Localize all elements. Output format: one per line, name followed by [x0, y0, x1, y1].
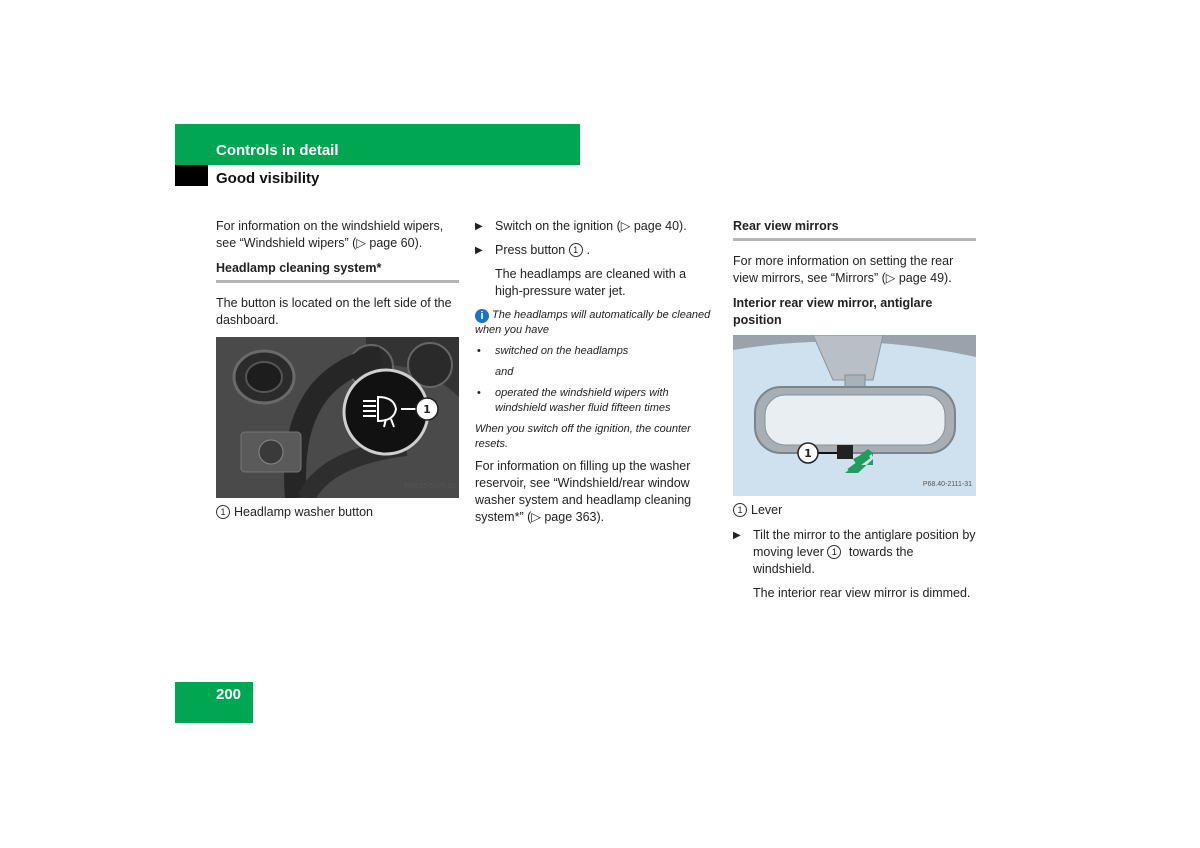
- subheading-antiglare: Interior rear view mirror, antiglare position: [733, 296, 933, 327]
- step-text: Switch on the ignition (▷ page 40).: [495, 219, 687, 233]
- info-icon: i: [475, 309, 489, 323]
- bullet-dot: •: [477, 387, 481, 399]
- dashboard-figure: [216, 337, 459, 498]
- figure-callout-1: 1: [804, 447, 812, 460]
- step-tilt-mirror: [733, 527, 976, 578]
- page-number: 200: [216, 686, 242, 703]
- caption-number: 1: [216, 505, 230, 519]
- step-text: Press button: [495, 243, 566, 257]
- figure-callout-1: 1: [423, 403, 431, 416]
- step-result: The headlamps are cleaned with a high-pressure water jet.: [495, 267, 687, 298]
- figure-code: P54.25-5175-31: [404, 483, 455, 490]
- caption-text: Headlamp washer button: [234, 505, 373, 519]
- triangle-right-icon: ▶: [475, 245, 483, 256]
- figure-caption: [733, 502, 976, 519]
- caption-number: 1: [733, 503, 747, 517]
- note-and: and: [495, 366, 514, 378]
- mirror-figure: [733, 335, 976, 496]
- section-marker: [175, 165, 208, 186]
- note-bullet: [475, 344, 715, 359]
- bullet-text: operated the windshield wipers with windshield washer fluid fifteen times: [495, 387, 671, 414]
- triangle-right-icon: ▶: [733, 530, 741, 541]
- step-ignition: [475, 218, 715, 235]
- bullet-dot: •: [477, 345, 481, 357]
- step-press-button: [475, 242, 715, 259]
- note-bullet: [475, 386, 715, 416]
- step-text-end: towards the windshield.: [753, 545, 914, 576]
- callout-number: 1: [827, 545, 841, 559]
- note-intro: The headlamps will automatically be cleaned when you have: [475, 309, 711, 336]
- page-number-box: [175, 682, 253, 723]
- triangle-right-icon: ▶: [475, 221, 483, 232]
- callout-number: 1: [569, 243, 583, 257]
- section-subtitle: Good visibility: [216, 170, 320, 187]
- intro-text: For information on the windshield wipers, see “Windshield wipers” (▷ page 60).: [216, 219, 444, 250]
- column-right: [733, 218, 976, 610]
- step-result: The interior rear view mirror is dimmed.: [753, 586, 971, 600]
- section-heading-headlamp: Headlamp cleaning system*: [216, 260, 459, 283]
- mirror-illustration: [733, 335, 976, 496]
- figure-code: P68.40-2111-31: [922, 481, 972, 488]
- column-left: [216, 218, 459, 529]
- bullet-text: switched on the headlamps: [495, 345, 629, 357]
- figure-caption: [216, 504, 459, 521]
- note-end: When you switch off the ignition, the counter resets.: [475, 423, 691, 450]
- info-note: [475, 308, 715, 338]
- more-info-text: For information on filling up the washer reservoir, see “Windshield/rear window washer system and headlamp cleaning system*” (▷ page 363).: [475, 459, 692, 524]
- chapter-title: Controls in detail: [216, 142, 339, 159]
- step-text: Tilt the mirror to the antiglare position by moving lever: [753, 528, 976, 559]
- mirrors-text: For more information on setting the rear view mirrors, see “Mirrors” (▷ page 49).: [733, 254, 954, 285]
- section-heading-mirrors: Rear view mirrors: [733, 218, 976, 241]
- column-middle: [475, 218, 715, 534]
- caption-text: Lever: [751, 503, 783, 517]
- step-end: .: [586, 243, 591, 257]
- dashboard-illustration: [216, 337, 459, 498]
- location-text: The button is located on the left side of the dashboard.: [216, 296, 452, 327]
